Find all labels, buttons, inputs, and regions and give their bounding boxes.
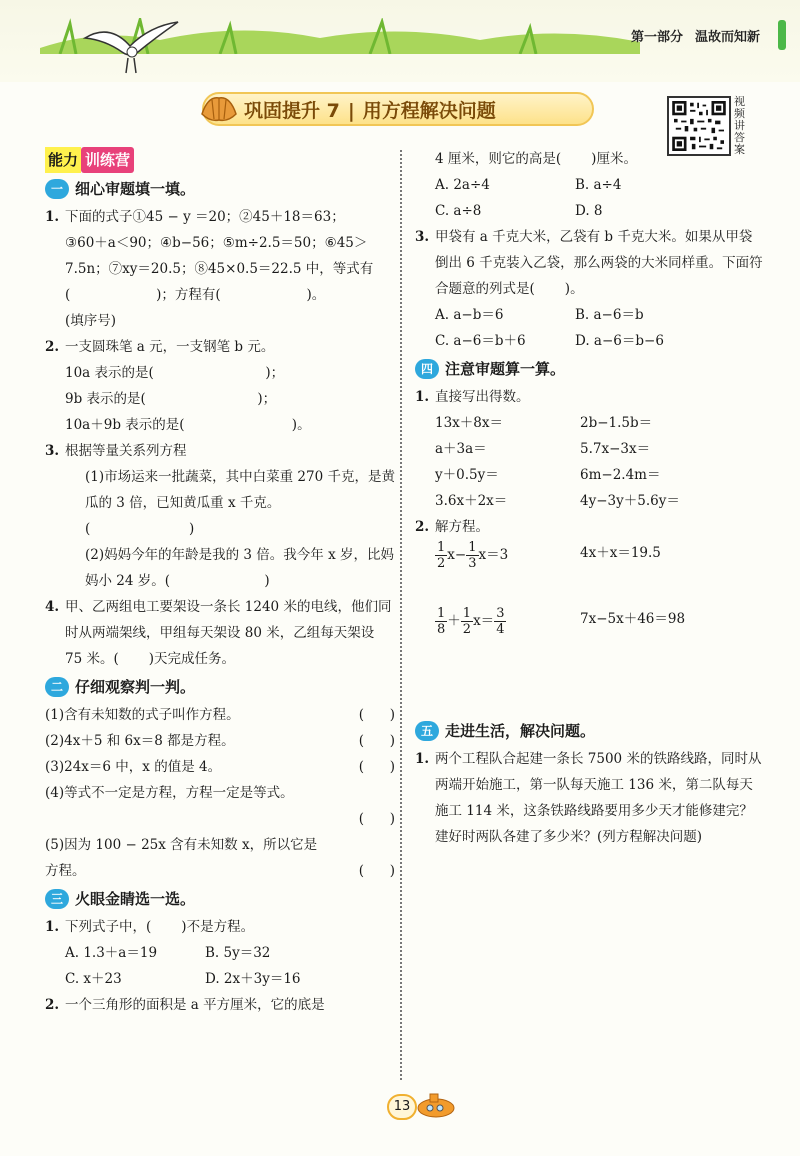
s3-question-2: 2. 一个三角形的面积是 a 平方厘米，它的底是 [45, 997, 325, 1013]
judge-item-2: (2)4x＋5 和 6x＝8 都是方程。 ( ) [45, 733, 395, 749]
column-divider [400, 150, 402, 1080]
submarine-icon [414, 1090, 458, 1120]
lesson-prefix: 巩固提升 7 [244, 99, 340, 122]
equation-3: $\frac{1}{8}$ ＋ $\frac{1}{2}$ x＝ $\frac{3}{4}$ [437, 606, 505, 637]
seagull-icon [80, 18, 180, 78]
s3-q2-options-cd: C. a÷8 D. 8 [435, 203, 603, 219]
calc-row-3: y＋0.5y＝ 6m−2.4m＝ [435, 467, 661, 483]
s4-question-1: 1. 直接写出得数。 [415, 389, 530, 405]
s1-question-4: 4. 甲、乙两组电工要架设一条长 1240 米的电线，他们同时从两端架线，甲组每天架设 80 米，乙组每天架设 75 米。( )天完成任务。 [45, 599, 392, 667]
s4-question-2: 2. 解方程。 [415, 519, 489, 535]
s3-question-3: 3. 甲袋有 a 千克大米，乙袋有 b 千克大米。如果从甲袋倒出 6 千克装入乙袋，那么两袋的大米同样重。下面符合题意的列式是( )。 [415, 229, 763, 297]
equation-4: 7x−5x＋46＝98 [580, 611, 686, 627]
s5-question-1: 1. 两个工程队合起建一条长 7500 米的铁路线路，同时从两端开始施工，第一队每天施工 136 米，第二队每天施工 114 米，这条铁路线路要用多少天才能修建完？建好时两队各建了多少米？(列方程解决问题) [415, 751, 762, 845]
equation-2: 4x＋x＝19.5 [580, 545, 661, 561]
s3-q2-options-ab: A. 2a÷4 B. a÷4 [435, 177, 622, 193]
lesson-title: 巩固提升 7 | 用方程解决问题 [202, 92, 594, 126]
section-5-header: 五 走进生活，解决问题。 [415, 718, 765, 744]
s3-q1-options-cd: C. x＋23 D. 2x＋3y＝16 [65, 971, 301, 987]
section-1-header: 一 细心审题填一填。 [45, 176, 395, 202]
calc-row-1: 13x＋8x＝ 2b−1.5b＝ [435, 415, 653, 431]
section-2-header: 二 仔细观察判一判。 [45, 674, 395, 700]
judge-item-5: (5)因为 100 − 25x 含有未知数 x，所以它是方程。 ( ) [45, 837, 395, 879]
ability-camp-label: 能力 训练营 [45, 148, 134, 172]
lesson-name: 用方程解决问题 [362, 99, 496, 122]
judge-item-4-paren: ( ) [358, 811, 395, 827]
green-accent-bar [778, 20, 786, 50]
qr-label: 视频讲答案 [734, 95, 745, 156]
s3-q2-continued: 4 厘米，则它的高是( )厘米。 [435, 151, 637, 167]
croissant-icon [198, 92, 240, 126]
equation-row-2 [415, 606, 765, 716]
calc-row-4: 3.6x＋2x＝ 4y−3y＋5.6y＝ [435, 493, 680, 509]
s3-q3-options-cd: C. a−6＝b＋6 D. a−6＝b−6 [435, 333, 664, 349]
s1-question-3: 3. 根据等量关系列方程 (1)市场运来一批蔬菜，其中白菜重 270 千克，是黄瓜的 3 倍，已知黄瓜重 x 千克。 ( ) (2)妈妈今年的年龄是我的 3 倍。我今年 x 岁，比妈妈小 24 岁。( ) [45, 443, 395, 589]
equation-1: $\frac{1}{2}$ x− $\frac{1}{3}$ x＝3 [437, 540, 509, 571]
section-3-header: 三 火眼金睛选一选。 [45, 886, 395, 912]
s3-q1-options-ab: A. 1.3＋a＝19 B. 5y＝32 [65, 945, 271, 961]
s3-question-1: 1. 下列式子中，( )不是方程。 [45, 919, 255, 935]
calc-row-2: a＋3a＝ 5.7x−3x＝ [435, 441, 651, 457]
s1-question-1: 1. 下面的式子①45 − y ＝20；②45＋18＝63； ③60＋a＜90；④b−56；⑤m÷2.5＝50；⑥45＞ 7.5n；⑦xy＝20.5；⑧45×0.5＝22.5 中，等式有 ( )；方程有( )。 (填序号) [45, 209, 374, 329]
section-tag: 第一部分 温故而知新 [630, 30, 760, 45]
judge-item-4: (4)等式不一定是方程，方程一定是等式。 [45, 785, 294, 801]
judge-item-3: (3)24x＝6 中，x 的值是 4。 ( ) [45, 759, 395, 775]
right-column [415, 146, 765, 850]
page-number: 13 [387, 1094, 417, 1120]
left-column [45, 146, 395, 1018]
s3-q3-options-ab: A. a−b＝6 B. a−6＝b [435, 307, 644, 323]
judge-item-1: (1)含有未知数的式子叫作方程。 ( ) [45, 707, 395, 723]
s1-question-2: 2. 一支圆珠笔 a 元，一支钢笔 b 元。 10a 表示的是( )； 9b 表示的是( )； 10a＋9b 表示的是( )。 [45, 339, 311, 433]
equation-row-1 [415, 540, 765, 606]
section-4-header: 四 注意审题算一算。 [415, 356, 765, 382]
